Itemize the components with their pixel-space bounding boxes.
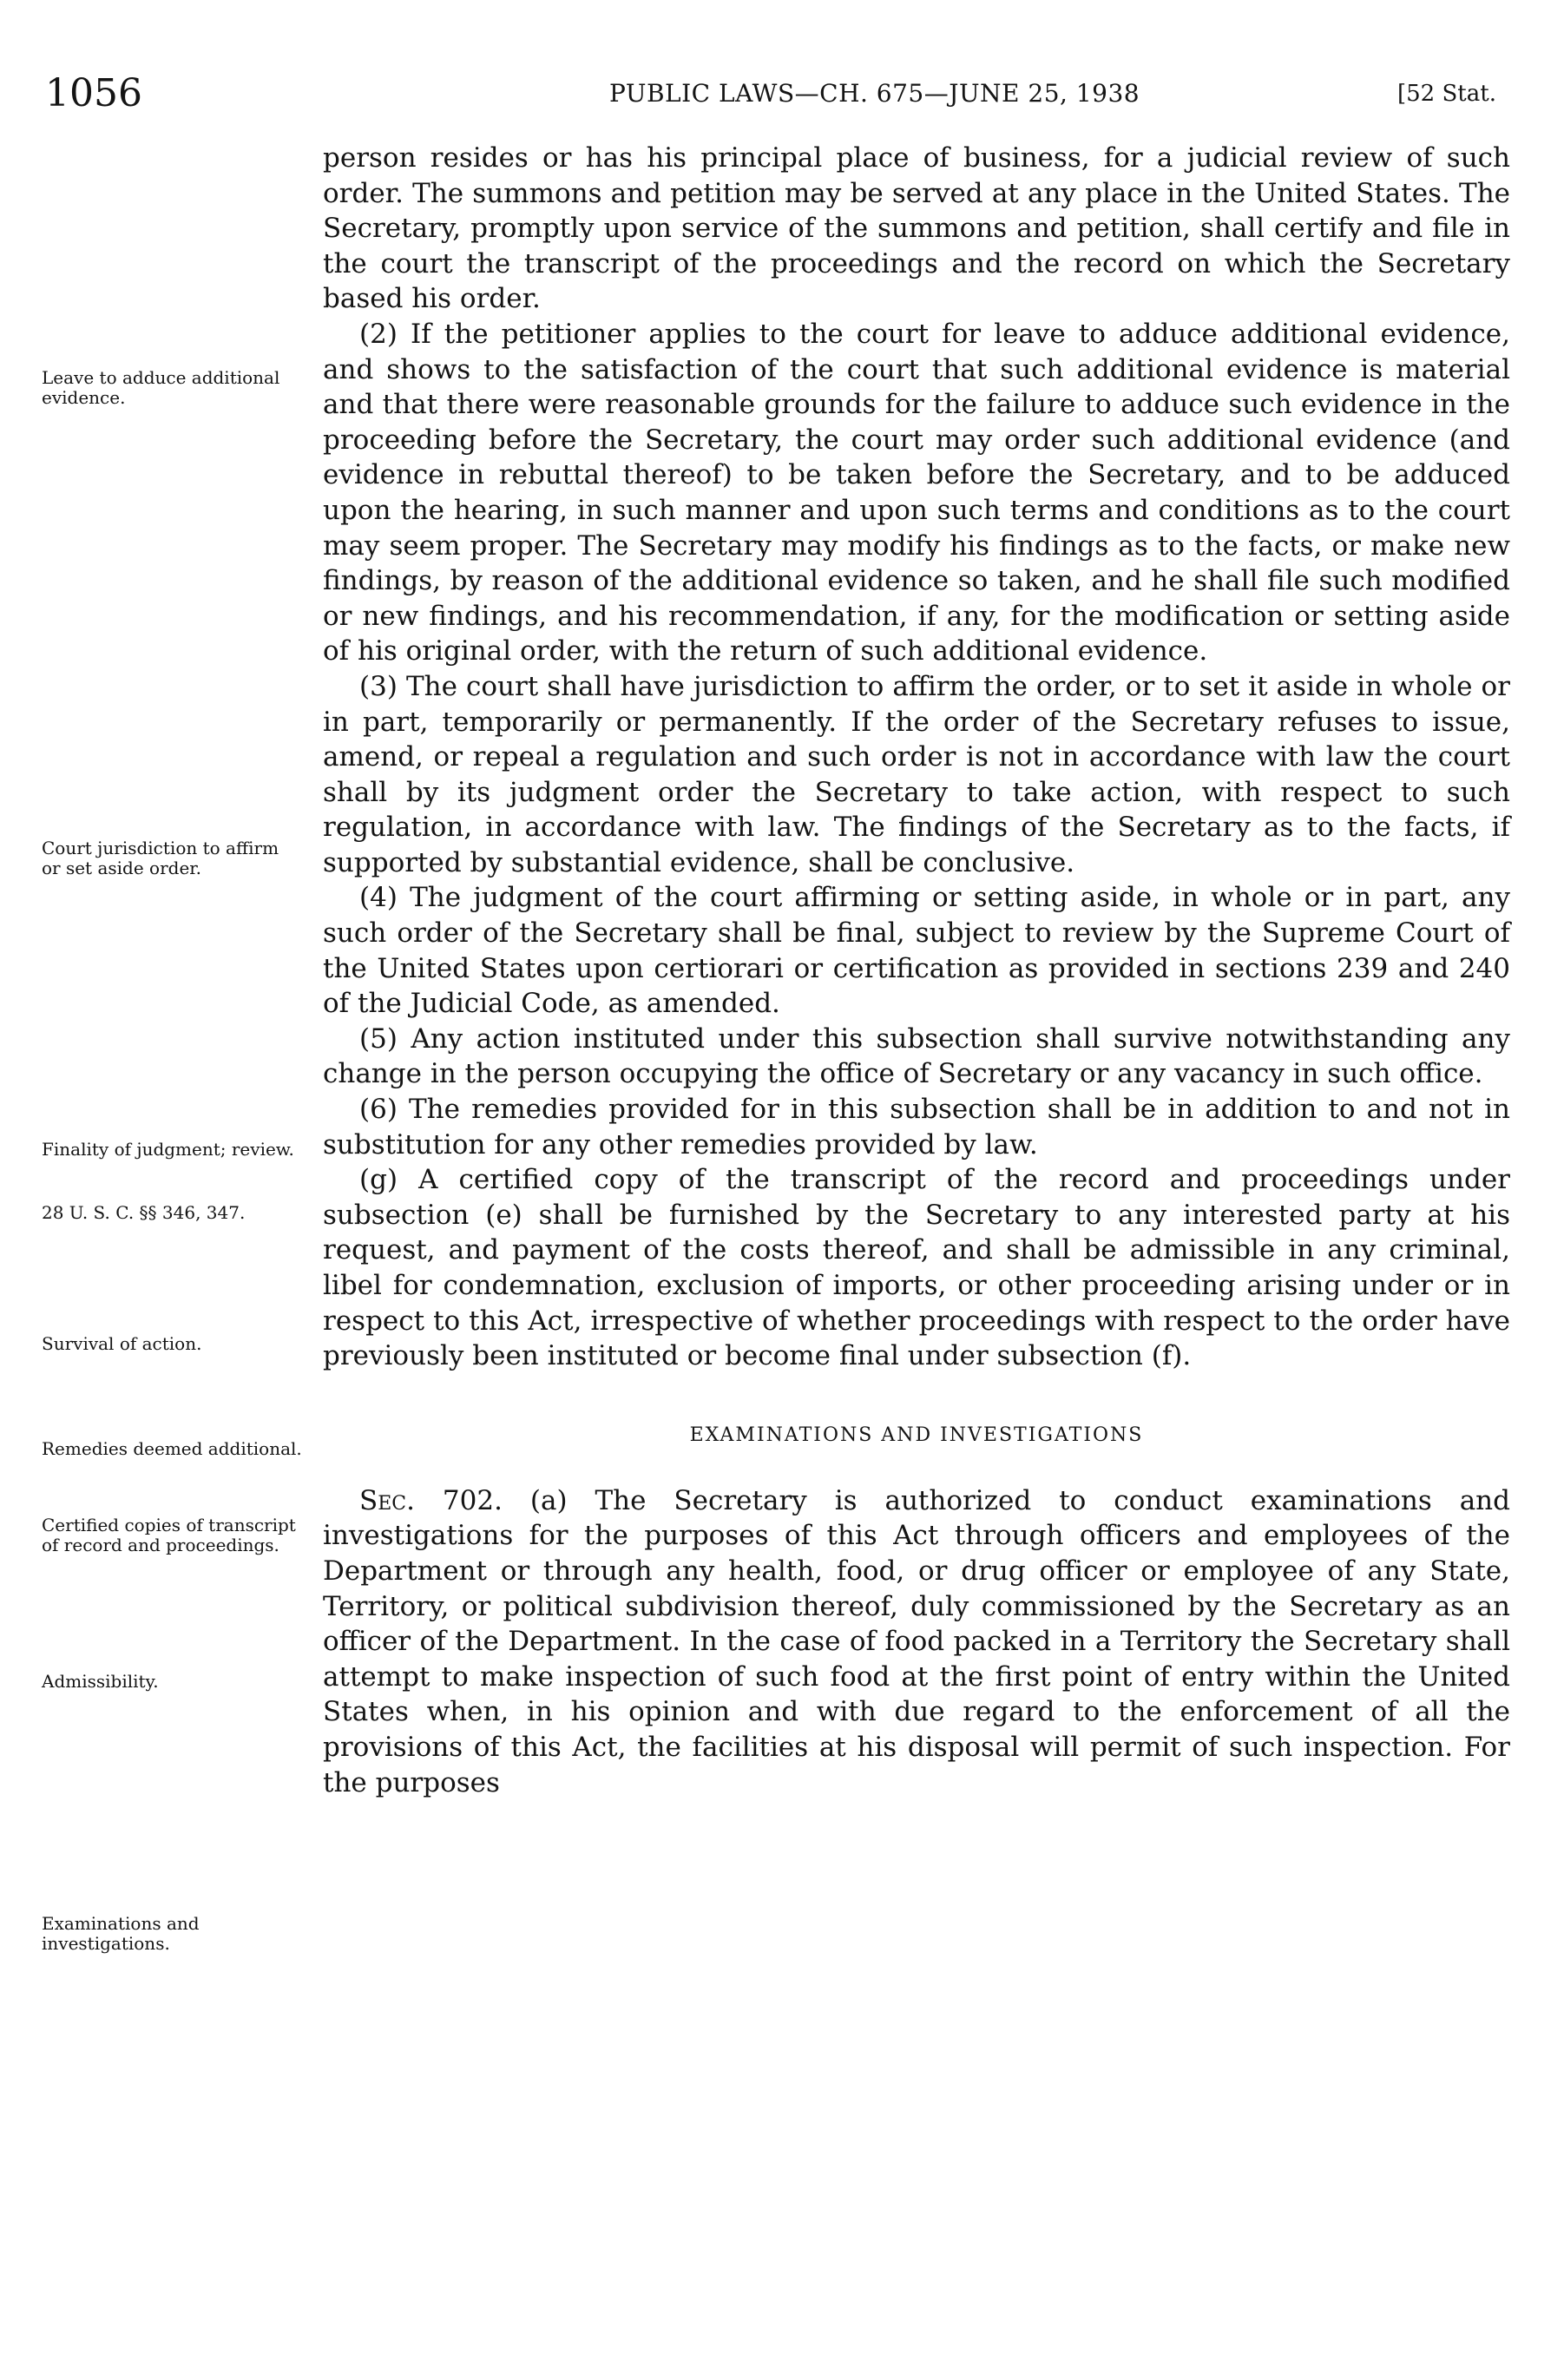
margin-note-survival: Survival of action. (42, 1333, 202, 1354)
paragraph-2: (2) If the petitioner applies to the court for leave to adduce additional evidence, and shows to the satisfaction of the court that such additional evidence is material and that there were reasonable grounds for the failure to adduce such evidence in the proceeding before the Secretary, the court may order such additional evidence (and evidence in rebuttal thereof) to be taken before the Secretary, and to be adduced upon the hearing, in such manner and upon such terms and conditions as to the court may seem proper. The Secretary may modify his findings as to the facts, or make new findings, by reason of the additional evidence so taken, and he shall file such modified or new findings, and his recommendation, if any, for the modification or setting aside of his original order, with the return of such additional evidence. (323, 318, 1510, 667)
paragraph-4: (4) The judgment of the court affirming or setting aside, in whole or in part, any such order of the Secretary shall be final, subject to review by the Supreme Court of the United States upon certiorari or certification as provided in sections 239 and 240 of the Judicial Code, as amended. (323, 882, 1510, 1020)
margin-note-admissibility: Admissibility. (42, 1671, 159, 1692)
paragraph-5: (5) Any action instituted under this subsection shall survive notwithstanding any change in the person occupying the office of Secretary or any vacancy in such office. (323, 1022, 1510, 1090)
margin-note-usc-citation: 28 U. S. C. §§ 346, 347. (42, 1202, 246, 1223)
page-header (0, 69, 1564, 118)
margin-note-remedies: Remedies deemed additional. (42, 1438, 302, 1459)
margin-note-leave-to-adduce: Leave to adduce additional evidence. (42, 367, 280, 408)
paragraph-continued: person resides or has his principal place of business, for a judicial review of such order. The summons and petition may be served at any place in the United States. The Secretary, promptly upon service of the summons and petition, shall certify and file in the court the transcript of the proceedings and the record on which the Secretary based his order. (323, 142, 1510, 315)
margin-note-court-jurisdiction: Court jurisdiction to affirm or set aside order. (42, 838, 279, 878)
paragraph-g: (g) A certified copy of the transcript of the record and proceedings under subsection (e) shall be furnished by the Secretary to any interested party at his request, and payment of the costs thereof, and shall be admissible in any criminal, libel for condemnation, exclusion of imports, or other proceeding arising under or in respect to this Act, irrespective of whether proceedings with respect to the order have previously been instituted or become final under subsection (f). (323, 1164, 1510, 1372)
section-heading: EXAMINATIONS AND INVESTIGATIONS (689, 1423, 1144, 1446)
section-702-paragraph (323, 1483, 1510, 1800)
section-702-text: (a) The Secretary is authorized to conduct examinations and investigations for the purposes of this Act through officers and employees of the Department or through any health, food, or drug officer or employee of any State, Territory, or political subdivision thereof, duly commissioned by the Secretary as an officer of the Department. In the case of food packed in a Territory the Secretary shall attempt to make inspection of such food at the first point of entry within the United States when, in his opinion and with due regard to the enforcement of all the provisions of this Act, the facilities at his disposal will permit of such inspection. For the purposes (323, 1484, 1510, 1798)
section-label: Sec. 702. (359, 1484, 503, 1516)
statute-reference: [52 Stat. (1397, 81, 1496, 107)
paragraph-3: (3) The court shall have jurisdiction to affirm the order, or to set it aside in whole or in part, temporarily or permanently. If the order of the Secretary refuses to issue, amend, or repeal a regulation and such order is not in accordance with law the court shall by its judgment order the Secretary to take action, with respect to such regulation, in accordance with law. The findings of the Secretary as to the facts, if supported by substantial evidence, shall be conclusive. (323, 670, 1510, 878)
margin-note-certified-copies: Certified copies of transcript of record and proceedings. (42, 1515, 296, 1555)
margin-note-examinations: Examinations and investigations. (42, 1913, 200, 1954)
running-head: PUBLIC LAWS—CH. 675—JUNE 25, 1938 (609, 79, 1140, 108)
main-text (323, 141, 1510, 1800)
page-number: 1056 (45, 71, 142, 115)
margin-note-finality: Finality of judgment; review. (42, 1139, 294, 1160)
paragraph-6: (6) The remedies provided for in this subsection shall be in addition to and not in substitution for any other remedies provided by law. (323, 1094, 1510, 1160)
